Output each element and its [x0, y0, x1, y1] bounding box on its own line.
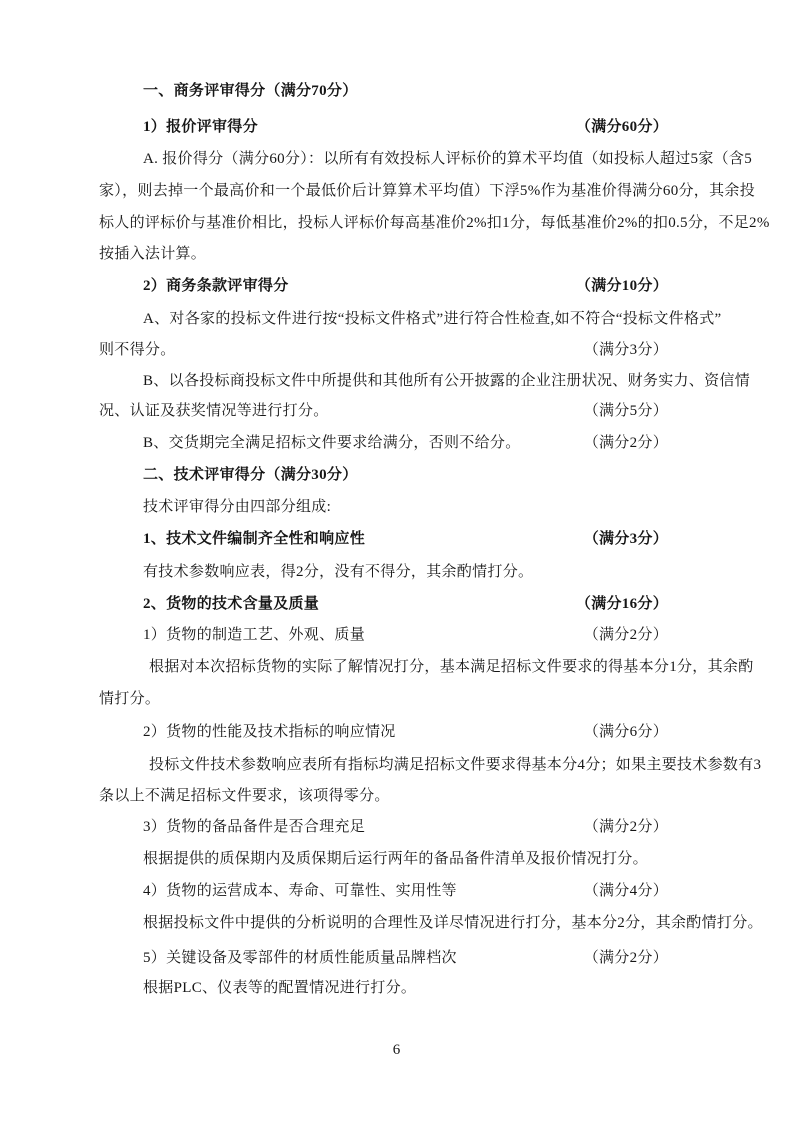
score-max-commercial-terms: （满分10分） — [575, 278, 668, 294]
para-technical-intro: 技术评审得分由四部分组成: — [143, 499, 332, 515]
para-format-check-line-1: A、对各家的投标文件进行按“投标文件格式”进行符合性检查,如不符合“投标文件格式” — [143, 311, 722, 327]
score-max-price-review: （满分60分） — [575, 119, 668, 135]
item-operating-cost: 4）货物的运营成本、寿命、可靠性、实用性等 — [143, 883, 457, 899]
para-performance-line-1: 投标文件技术参数响应表所有指标均满足招标文件要求得基本分4分；如果主要技术参数有3 — [149, 757, 762, 773]
para-price-scoring-line-1: A. 报价得分（满分60分）：以所有有效投标人评标价的算术平均值（如投标人超过5家（含5 — [143, 151, 753, 167]
heading-doc-completeness: 1、技术文件编制齐全性和响应性 — [143, 531, 366, 547]
score-max-goods-quality: （满分16分） — [575, 596, 668, 612]
score-max-manufacturing: （满分2分） — [583, 627, 668, 643]
score-max-spare-parts: （满分2分） — [583, 819, 668, 835]
para-price-scoring-line-3: 标人的评标价与基准价相比，投标人评标价每高基准价2%扣1分，每低基准价2%的扣0.5分，不足2% — [99, 215, 770, 231]
heading-commercial-terms: 2）商务条款评审得分 — [143, 278, 289, 294]
score-max-operating-cost: （满分4分） — [583, 883, 668, 899]
para-spare-parts: 根据提供的质保期内及质保期后运行两年的备品备件清单及报价情况打分。 — [143, 851, 648, 867]
score-max-credit-status: （满分5分） — [583, 403, 668, 419]
item-performance-response: 2）货物的性能及技术指标的响应情况 — [143, 724, 396, 740]
score-max-format-check: （满分3分） — [583, 342, 668, 358]
para-manufacturing-line-2: 情打分。 — [99, 691, 161, 707]
para-format-check-line-2: 则不得分。 — [99, 342, 176, 358]
score-max-delivery-period: （满分2分） — [583, 435, 668, 451]
page-number: 6 — [392, 1042, 401, 1058]
para-credit-status-line-1: B、以各投标商投标文件中所提供和其他所有公开披露的企业注册状况、财务实力、资信情 — [143, 373, 751, 389]
heading-business-review: 一、商务评审得分（满分70分） — [143, 83, 358, 99]
para-performance-line-2: 条以上不满足招标文件要求，该项得零分。 — [99, 788, 390, 804]
heading-price-review: 1）报价评审得分 — [143, 119, 258, 135]
item-manufacturing-quality: 1）货物的制造工艺、外观、质量 — [143, 627, 366, 643]
score-max-performance: （满分6分） — [583, 724, 668, 740]
para-price-scoring-line-4: 按插入法计算。 — [99, 246, 207, 262]
para-manufacturing-line-1: 根据对本次招标货物的实际了解情况打分，基本满足招标文件要求的得基本分1分，其余酌 — [149, 659, 754, 675]
para-operating-cost: 根据投标文件中提供的分析说明的合理性及详尽情况进行打分，基本分2分，其余酌情打分。 — [143, 915, 763, 931]
para-doc-completeness: 有技术参数响应表，得2分，没有不得分，其余酌情打分。 — [143, 564, 534, 580]
item-key-equipment: 5）关键设备及零部件的材质性能质量品牌档次 — [143, 950, 457, 966]
heading-technical-review: 二、技术评审得分（满分30分） — [143, 467, 358, 483]
heading-goods-quality: 2、货物的技术含量及质量 — [143, 596, 320, 612]
score-max-doc-completeness: （满分3分） — [583, 531, 668, 547]
para-delivery-period: B、交货期完全满足招标文件要求给满分，否则不给分。 — [143, 435, 521, 451]
score-max-key-equipment: （满分2分） — [583, 950, 668, 966]
para-credit-status-line-2: 况、认证及获奖情况等进行打分。 — [99, 403, 329, 419]
para-price-scoring-line-2: 家），则去掉一个最高价和一个最低价后计算算术平均值）下浮5%作为基准价得满分60分，其余投 — [99, 183, 755, 199]
para-key-equipment: 根据PLC、仪表等的配置情况进行打分。 — [143, 980, 417, 996]
item-spare-parts: 3）货物的备品备件是否合理充足 — [143, 819, 366, 835]
